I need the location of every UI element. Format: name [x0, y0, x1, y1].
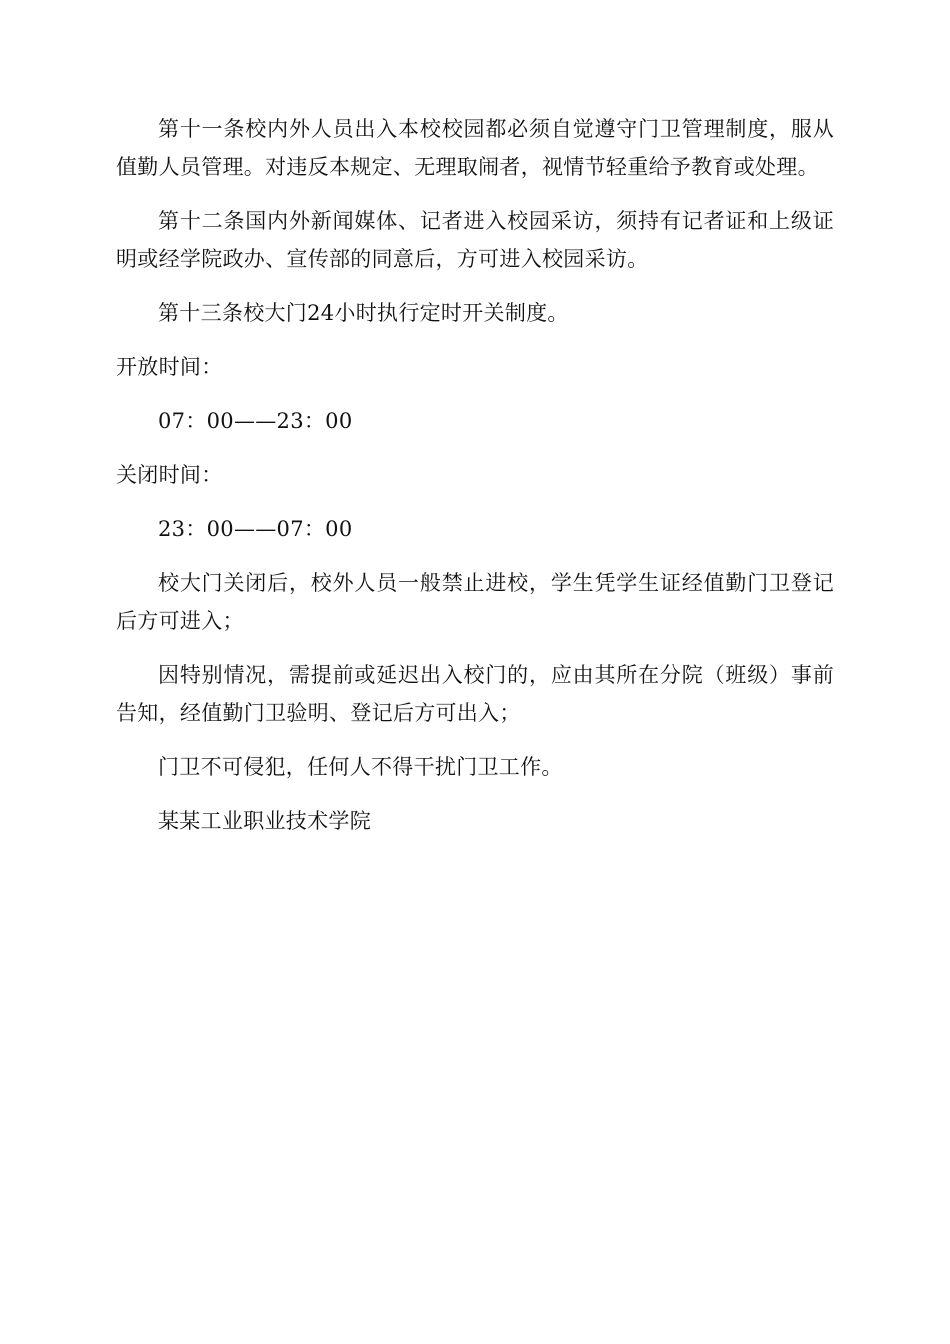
open-time-label: 开放时间： [116, 355, 223, 379]
article-13-paragraph: 第十三条校大门24小时执行定时开关制度。 [158, 301, 569, 325]
open-time-value: 07：00——23：00 [158, 409, 353, 433]
signature-line: 某某工业职业技术学院 [158, 809, 371, 833]
close-time-value: 23：00——07：00 [158, 517, 353, 541]
article-11-paragraph: 第十一条校内外人员出入本校校园都必须自觉遵守门卫管理制度，服从值勤人员管理。对违反本规定、无理取闹者，视情节轻重给予教育或处理。 [116, 117, 834, 179]
article-12-paragraph: 第十二条国内外新闻媒体、记者进入校园采访，须持有记者证和上级证明或经学院政办、宣传部的同意后，方可进入校园采访。 [116, 209, 834, 271]
special-case-rule-paragraph: 因特别情况，需提前或延迟出入校门的，应由其所在分院（班级）事前告知，经值勤门卫验明、登记后方可出入； [116, 663, 834, 725]
after-close-rule-paragraph: 校大门关闭后，校外人员一般禁止进校，学生凭学生证经值勤门卫登记后方可进入； [116, 571, 834, 633]
close-time-label: 关闭时间： [116, 463, 223, 487]
guard-rule-paragraph: 门卫不可侵犯，任何人不得干扰门卫工作。 [158, 755, 563, 779]
document-body [116, 110, 834, 840]
